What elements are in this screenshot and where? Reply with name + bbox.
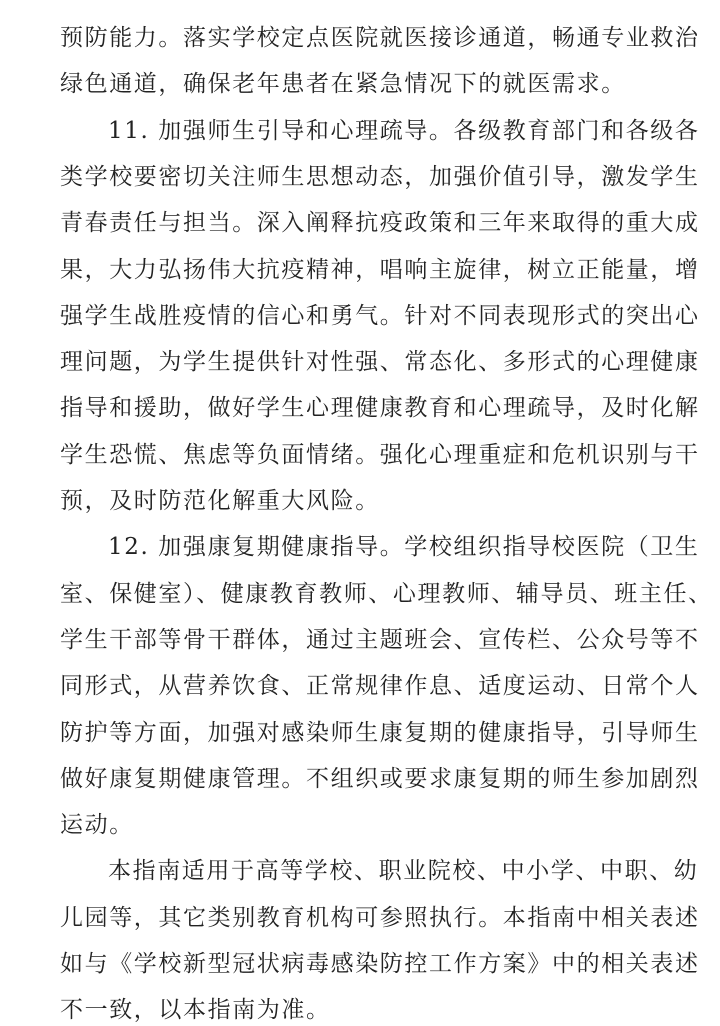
text-line: 12. 加强康复期健康指导。学校组织指导校医院（卫生	[108, 534, 700, 560]
text-line: 如与《学校新型冠状病毒感染防控工作方案》中的相关表述	[60, 951, 700, 977]
text-line: 同形式，从营养饮食、正常规律作息、适度运动、日常个人	[60, 673, 700, 699]
text-line: 儿园等，其它类别教育机构可参照执行。本指南中相关表述	[60, 905, 700, 931]
text-line: 指导和援助，做好学生心理健康教育和心理疏导，及时化解	[60, 395, 700, 421]
text-line: 理问题，为学生提供针对性强、常态化、多形式的心理健康	[60, 349, 700, 375]
text-line: 类学校要密切关注师生思想动态，加强价值引导，激发学生	[60, 164, 700, 190]
text-line: 学生干部等骨干群体，通过主题班会、宣传栏、公众号等不	[60, 627, 700, 653]
text-line: 本指南适用于高等学校、职业院校、中小学、中职、幼	[108, 858, 699, 884]
text-line: 11. 加强师生引导和心理疏导。各级教育部门和各级各	[108, 118, 700, 144]
text-line: 绿色通道，确保老年患者在紧急情况下的就医需求。	[60, 71, 626, 97]
text-line: 青春责任与担当。深入阐释抗疫政策和三年来取得的重大成	[60, 210, 700, 236]
text-line: 强学生战胜疫情的信心和勇气。针对不同表现形式的突出心	[60, 303, 700, 329]
text-line: 预，及时防范化解重大风险。	[60, 488, 380, 514]
text-line: 学生恐慌、焦虑等负面情绪。强化心理重症和危机识别与干	[60, 442, 700, 468]
text-line: 防护等方面，加强对感染师生康复期的健康指导，引导师生	[60, 720, 700, 746]
text-line: 室、保健室）、健康教育教师、心理教师、辅导员、班主任、	[60, 581, 713, 607]
text-line: 果，大力弘扬伟大抗疫精神，唱响主旋律，树立正能量，增	[60, 257, 700, 283]
text-line: 不一致，以本指南为准。	[60, 997, 331, 1023]
text-line: 运动。	[60, 812, 134, 838]
text-line: 预防能力。落实学校定点医院就医接诊通道，畅通专业救治	[60, 25, 700, 51]
text-line: 做好康复期健康管理。不组织或要求康复期的师生参加剧烈	[60, 766, 700, 792]
